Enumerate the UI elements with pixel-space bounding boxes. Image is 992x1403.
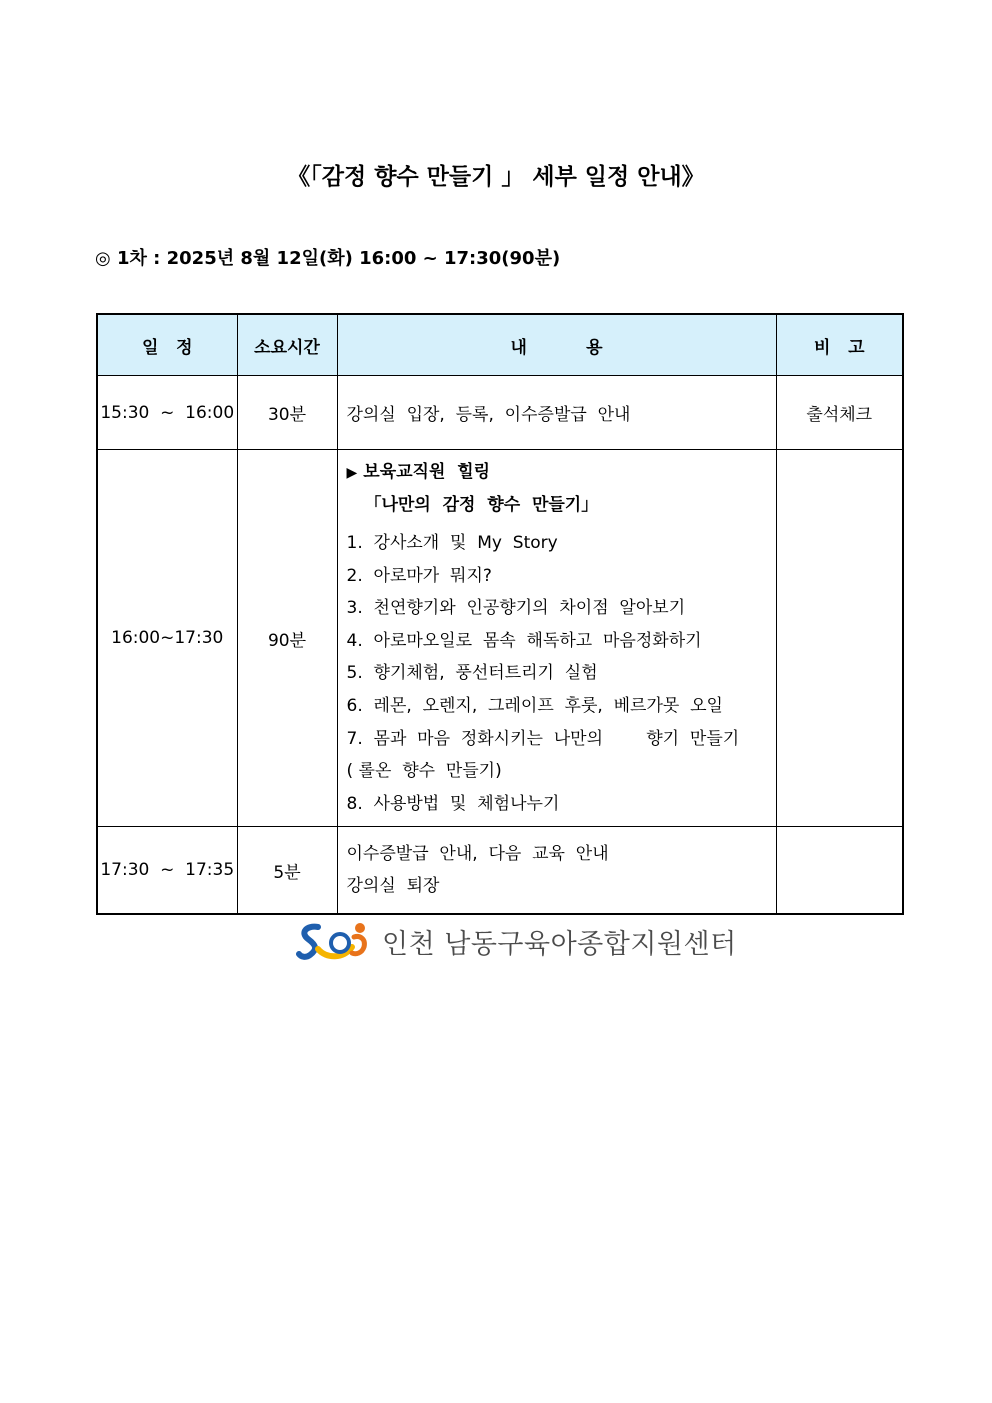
closing-line: 강의실 퇴장	[346, 876, 440, 897]
list-item: 4. 아로마오일로 몸속 해독하고 마음정화하기	[346, 630, 702, 651]
row-duration: 5분	[237, 827, 337, 915]
program-content	[347, 450, 776, 826]
row-note	[776, 827, 903, 915]
list-item: 3. 천연향기와 인공향기의 차이점 알아보기	[346, 598, 686, 619]
program-heading	[347, 456, 776, 489]
row-duration: 90분	[237, 450, 337, 827]
row-time: 17:30 ~ 17:35	[97, 827, 237, 915]
row-content: 강의실 입장, 등록, 이수증발급 안내	[337, 376, 776, 450]
list-item: 8. 사용방법 및 체험나누기	[346, 793, 560, 814]
schedule-table	[96, 313, 904, 915]
center-logo	[296, 919, 737, 963]
row-duration: 30분	[237, 376, 337, 450]
row-content	[337, 450, 776, 827]
table-header-row	[97, 314, 903, 376]
list-item: ( 롤온 향수 만들기)	[346, 761, 502, 782]
document-title: 《「감정 향수 만들기 」 세부 일정 안내》	[287, 164, 705, 190]
list-item: 1. 강사소개 및 My Story	[346, 533, 558, 553]
header-note: 비 고	[776, 314, 903, 376]
list-item: 5. 향기체험, 풍선터트리기 실험	[346, 663, 598, 684]
table-row	[97, 827, 903, 915]
program-heading-text: 보육교직원 힐링	[363, 462, 491, 482]
header-schedule: 일 정	[97, 314, 237, 376]
session-info: ◎ 1차 : 2025년 8월 12일(화) 16:00 ~ 17:30(90분)	[95, 248, 561, 269]
center-logo-icon	[296, 919, 374, 963]
closing-line: 이수증발급 안내, 다음 교육 안내	[346, 844, 609, 865]
table-row	[97, 376, 903, 450]
list-item: 2. 아로마가 뭐지?	[346, 565, 492, 586]
row-content	[337, 827, 776, 915]
row-note: 출석체크	[776, 376, 903, 450]
row-note	[776, 450, 903, 827]
list-item: 7. 몸과 마음 정화시키는 나만의 향기 만들기	[346, 728, 740, 749]
header-content: 내 용	[337, 314, 776, 376]
row-time: 15:30 ~ 16:00	[97, 376, 237, 450]
table-row	[97, 450, 903, 827]
list-item: 6. 레몬, 오렌지, 그레이프 후룻, 베르가못 오일	[346, 695, 723, 716]
row-time: 16:00~17:30	[97, 450, 237, 827]
arrow-right-icon: ▶	[346, 465, 358, 481]
center-name: 인천 남동구육아종합지원센터	[382, 928, 737, 960]
header-duration: 소요시간	[237, 314, 337, 376]
program-subheading: 「나만의 감정 향수 만들기」	[364, 495, 599, 515]
